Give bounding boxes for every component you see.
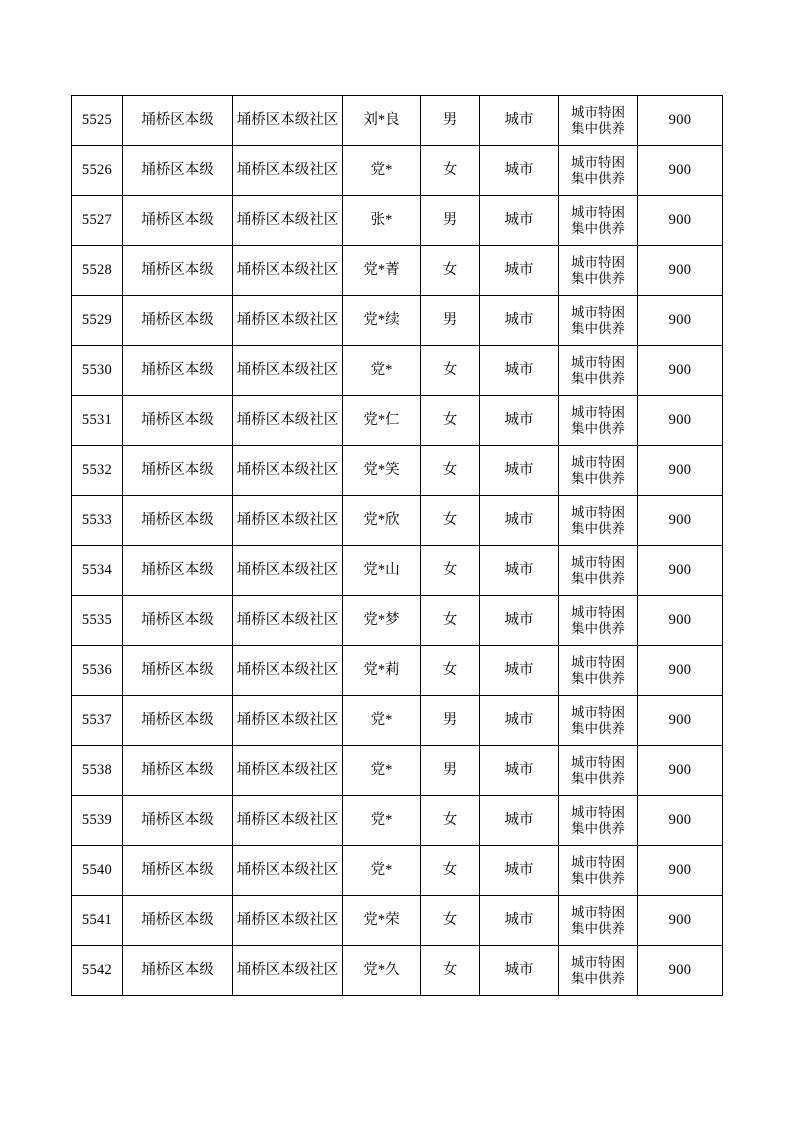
aid-category-line2: 集中供养 — [571, 620, 625, 636]
aid-category-line2: 集中供养 — [571, 670, 625, 686]
cell-index: 5527 — [72, 196, 123, 246]
cell-community: 埇桥区本级社区 — [233, 346, 343, 396]
cell-amount: 900 — [638, 446, 723, 496]
cell-region: 埇桥区本级 — [123, 146, 233, 196]
cell-region: 埇桥区本级 — [123, 796, 233, 846]
aid-category-line2: 集中供养 — [571, 270, 625, 286]
cell-household-type: 城市 — [480, 96, 559, 146]
cell-gender: 女 — [421, 546, 480, 596]
aid-category-line2: 集中供养 — [571, 870, 625, 886]
cell-name: 党*荣 — [343, 896, 421, 946]
cell-household-type: 城市 — [480, 896, 559, 946]
cell-index: 5537 — [72, 696, 123, 746]
aid-category-line1: 城市特困 — [571, 604, 625, 620]
cell-community: 埇桥区本级社区 — [233, 246, 343, 296]
cell-household-type: 城市 — [480, 446, 559, 496]
cell-name: 党*山 — [343, 546, 421, 596]
aid-category-line2: 集中供养 — [571, 420, 625, 436]
aid-category-line2: 集中供养 — [571, 570, 625, 586]
cell-index: 5535 — [72, 596, 123, 646]
cell-gender: 女 — [421, 396, 480, 446]
aid-category-line1: 城市特困 — [571, 654, 625, 670]
cell-region: 埇桥区本级 — [123, 846, 233, 896]
cell-name: 党*菁 — [343, 246, 421, 296]
cell-gender: 女 — [421, 646, 480, 696]
cell-amount: 900 — [638, 296, 723, 346]
cell-region: 埇桥区本级 — [123, 446, 233, 496]
aid-category-line2: 集中供养 — [571, 170, 625, 186]
aid-category-line1: 城市特困 — [571, 254, 625, 270]
cell-region: 埇桥区本级 — [123, 596, 233, 646]
cell-index: 5533 — [72, 496, 123, 546]
cell-index: 5525 — [72, 96, 123, 146]
cell-amount: 900 — [638, 746, 723, 796]
aid-category-line1: 城市特困 — [571, 504, 625, 520]
cell-gender: 男 — [421, 296, 480, 346]
cell-amount: 900 — [638, 696, 723, 746]
cell-index: 5534 — [72, 546, 123, 596]
table-row — [72, 346, 723, 396]
table-row — [72, 696, 723, 746]
cell-name: 党* — [343, 146, 421, 196]
cell-household-type: 城市 — [480, 196, 559, 246]
cell-aid-category — [559, 846, 638, 896]
cell-index: 5531 — [72, 396, 123, 446]
cell-household-type: 城市 — [480, 146, 559, 196]
cell-community: 埇桥区本级社区 — [233, 146, 343, 196]
cell-index: 5539 — [72, 796, 123, 846]
cell-amount: 900 — [638, 496, 723, 546]
cell-region: 埇桥区本级 — [123, 496, 233, 546]
cell-name: 张* — [343, 196, 421, 246]
table-row — [72, 646, 723, 696]
cell-aid-category — [559, 546, 638, 596]
cell-amount: 900 — [638, 96, 723, 146]
cell-community: 埇桥区本级社区 — [233, 896, 343, 946]
aid-category-line2: 集中供养 — [571, 320, 625, 336]
cell-amount: 900 — [638, 946, 723, 996]
cell-aid-category — [559, 146, 638, 196]
aid-category-line2: 集中供养 — [571, 720, 625, 736]
cell-household-type: 城市 — [480, 746, 559, 796]
cell-region: 埇桥区本级 — [123, 296, 233, 346]
cell-index: 5528 — [72, 246, 123, 296]
cell-name: 党* — [343, 746, 421, 796]
aid-category-line1: 城市特困 — [571, 454, 625, 470]
cell-gender: 女 — [421, 796, 480, 846]
cell-amount: 900 — [638, 146, 723, 196]
cell-gender: 女 — [421, 846, 480, 896]
cell-name: 党*仁 — [343, 396, 421, 446]
data-table-container — [71, 95, 722, 996]
cell-region: 埇桥区本级 — [123, 546, 233, 596]
cell-index: 5542 — [72, 946, 123, 996]
cell-gender: 男 — [421, 746, 480, 796]
table-row — [72, 96, 723, 146]
aid-category-line2: 集中供养 — [571, 970, 625, 986]
cell-community: 埇桥区本级社区 — [233, 646, 343, 696]
aid-category-line1: 城市特困 — [571, 904, 625, 920]
cell-household-type: 城市 — [480, 696, 559, 746]
cell-gender: 女 — [421, 446, 480, 496]
cell-household-type: 城市 — [480, 296, 559, 346]
cell-gender: 女 — [421, 496, 480, 546]
cell-amount: 900 — [638, 346, 723, 396]
cell-community: 埇桥区本级社区 — [233, 496, 343, 546]
cell-aid-category — [559, 496, 638, 546]
cell-aid-category — [559, 96, 638, 146]
cell-household-type: 城市 — [480, 346, 559, 396]
cell-gender: 男 — [421, 96, 480, 146]
cell-region: 埇桥区本级 — [123, 196, 233, 246]
cell-region: 埇桥区本级 — [123, 946, 233, 996]
cell-name: 党* — [343, 696, 421, 746]
cell-name: 党*续 — [343, 296, 421, 346]
cell-household-type: 城市 — [480, 846, 559, 896]
cell-aid-category — [559, 946, 638, 996]
cell-aid-category — [559, 746, 638, 796]
cell-region: 埇桥区本级 — [123, 646, 233, 696]
cell-household-type: 城市 — [480, 646, 559, 696]
cell-household-type: 城市 — [480, 796, 559, 846]
cell-amount: 900 — [638, 646, 723, 696]
cell-community: 埇桥区本级社区 — [233, 596, 343, 646]
aid-category-line2: 集中供养 — [571, 920, 625, 936]
cell-gender: 女 — [421, 946, 480, 996]
table-row — [72, 746, 723, 796]
cell-gender: 女 — [421, 146, 480, 196]
aid-category-line1: 城市特困 — [571, 154, 625, 170]
table-row — [72, 396, 723, 446]
cell-community: 埇桥区本级社区 — [233, 746, 343, 796]
cell-region: 埇桥区本级 — [123, 896, 233, 946]
cell-gender: 女 — [421, 596, 480, 646]
aid-category-line1: 城市特困 — [571, 104, 625, 120]
cell-community: 埇桥区本级社区 — [233, 796, 343, 846]
aid-category-line2: 集中供养 — [571, 520, 625, 536]
cell-community: 埇桥区本级社区 — [233, 396, 343, 446]
table-row — [72, 796, 723, 846]
aid-category-line1: 城市特困 — [571, 354, 625, 370]
cell-name: 党*笑 — [343, 446, 421, 496]
table-row — [72, 946, 723, 996]
aid-category-line2: 集中供养 — [571, 820, 625, 836]
cell-community: 埇桥区本级社区 — [233, 946, 343, 996]
cell-community: 埇桥区本级社区 — [233, 696, 343, 746]
cell-aid-category — [559, 346, 638, 396]
cell-index: 5540 — [72, 846, 123, 896]
table-row — [72, 496, 723, 546]
cell-index: 5536 — [72, 646, 123, 696]
cell-amount: 900 — [638, 246, 723, 296]
cell-aid-category — [559, 696, 638, 746]
table-body — [72, 96, 723, 996]
cell-index: 5529 — [72, 296, 123, 346]
cell-region: 埇桥区本级 — [123, 396, 233, 446]
aid-category-line1: 城市特困 — [571, 554, 625, 570]
aid-category-line1: 城市特困 — [571, 854, 625, 870]
cell-gender: 男 — [421, 696, 480, 746]
cell-name: 党*梦 — [343, 596, 421, 646]
aid-category-line2: 集中供养 — [571, 220, 625, 236]
cell-region: 埇桥区本级 — [123, 246, 233, 296]
cell-index: 5541 — [72, 896, 123, 946]
cell-amount: 900 — [638, 396, 723, 446]
cell-amount: 900 — [638, 546, 723, 596]
aid-category-line1: 城市特困 — [571, 754, 625, 770]
cell-name: 党*欣 — [343, 496, 421, 546]
cell-household-type: 城市 — [480, 396, 559, 446]
cell-community: 埇桥区本级社区 — [233, 546, 343, 596]
cell-aid-category — [559, 646, 638, 696]
cell-name: 党*莉 — [343, 646, 421, 696]
aid-category-line1: 城市特困 — [571, 404, 625, 420]
aid-category-line2: 集中供养 — [571, 470, 625, 486]
table-row — [72, 146, 723, 196]
cell-name: 党*久 — [343, 946, 421, 996]
cell-community: 埇桥区本级社区 — [233, 446, 343, 496]
cell-region: 埇桥区本级 — [123, 346, 233, 396]
table-row — [72, 196, 723, 246]
cell-gender: 男 — [421, 196, 480, 246]
table-row — [72, 846, 723, 896]
table-row — [72, 246, 723, 296]
cell-amount: 900 — [638, 896, 723, 946]
cell-community: 埇桥区本级社区 — [233, 296, 343, 346]
cell-amount: 900 — [638, 796, 723, 846]
aid-category-line2: 集中供养 — [571, 370, 625, 386]
cell-aid-category — [559, 896, 638, 946]
cell-gender: 女 — [421, 346, 480, 396]
cell-region: 埇桥区本级 — [123, 696, 233, 746]
aid-category-line1: 城市特困 — [571, 804, 625, 820]
cell-name: 刘*良 — [343, 96, 421, 146]
cell-name: 党* — [343, 796, 421, 846]
cell-region: 埇桥区本级 — [123, 96, 233, 146]
table-row — [72, 296, 723, 346]
aid-category-line2: 集中供养 — [571, 770, 625, 786]
cell-aid-category — [559, 446, 638, 496]
cell-index: 5526 — [72, 146, 123, 196]
table-row — [72, 446, 723, 496]
aid-category-line2: 集中供养 — [571, 120, 625, 136]
cell-community: 埇桥区本级社区 — [233, 96, 343, 146]
cell-region: 埇桥区本级 — [123, 746, 233, 796]
table-row — [72, 896, 723, 946]
cell-aid-category — [559, 296, 638, 346]
aid-category-line1: 城市特困 — [571, 304, 625, 320]
cell-aid-category — [559, 246, 638, 296]
cell-household-type: 城市 — [480, 596, 559, 646]
cell-gender: 女 — [421, 246, 480, 296]
cell-index: 5532 — [72, 446, 123, 496]
aid-category-line1: 城市特困 — [571, 204, 625, 220]
cell-amount: 900 — [638, 196, 723, 246]
cell-aid-category — [559, 396, 638, 446]
table-row — [72, 596, 723, 646]
cell-gender: 女 — [421, 896, 480, 946]
beneficiary-table — [71, 95, 723, 996]
cell-aid-category — [559, 796, 638, 846]
cell-index: 5530 — [72, 346, 123, 396]
cell-name: 党* — [343, 846, 421, 896]
cell-community: 埇桥区本级社区 — [233, 846, 343, 896]
cell-household-type: 城市 — [480, 246, 559, 296]
cell-household-type: 城市 — [480, 946, 559, 996]
aid-category-line1: 城市特困 — [571, 954, 625, 970]
cell-household-type: 城市 — [480, 496, 559, 546]
cell-index: 5538 — [72, 746, 123, 796]
cell-amount: 900 — [638, 596, 723, 646]
cell-community: 埇桥区本级社区 — [233, 196, 343, 246]
cell-name: 党* — [343, 346, 421, 396]
cell-amount: 900 — [638, 846, 723, 896]
cell-aid-category — [559, 596, 638, 646]
aid-category-line1: 城市特困 — [571, 704, 625, 720]
cell-aid-category — [559, 196, 638, 246]
table-row — [72, 546, 723, 596]
cell-household-type: 城市 — [480, 546, 559, 596]
